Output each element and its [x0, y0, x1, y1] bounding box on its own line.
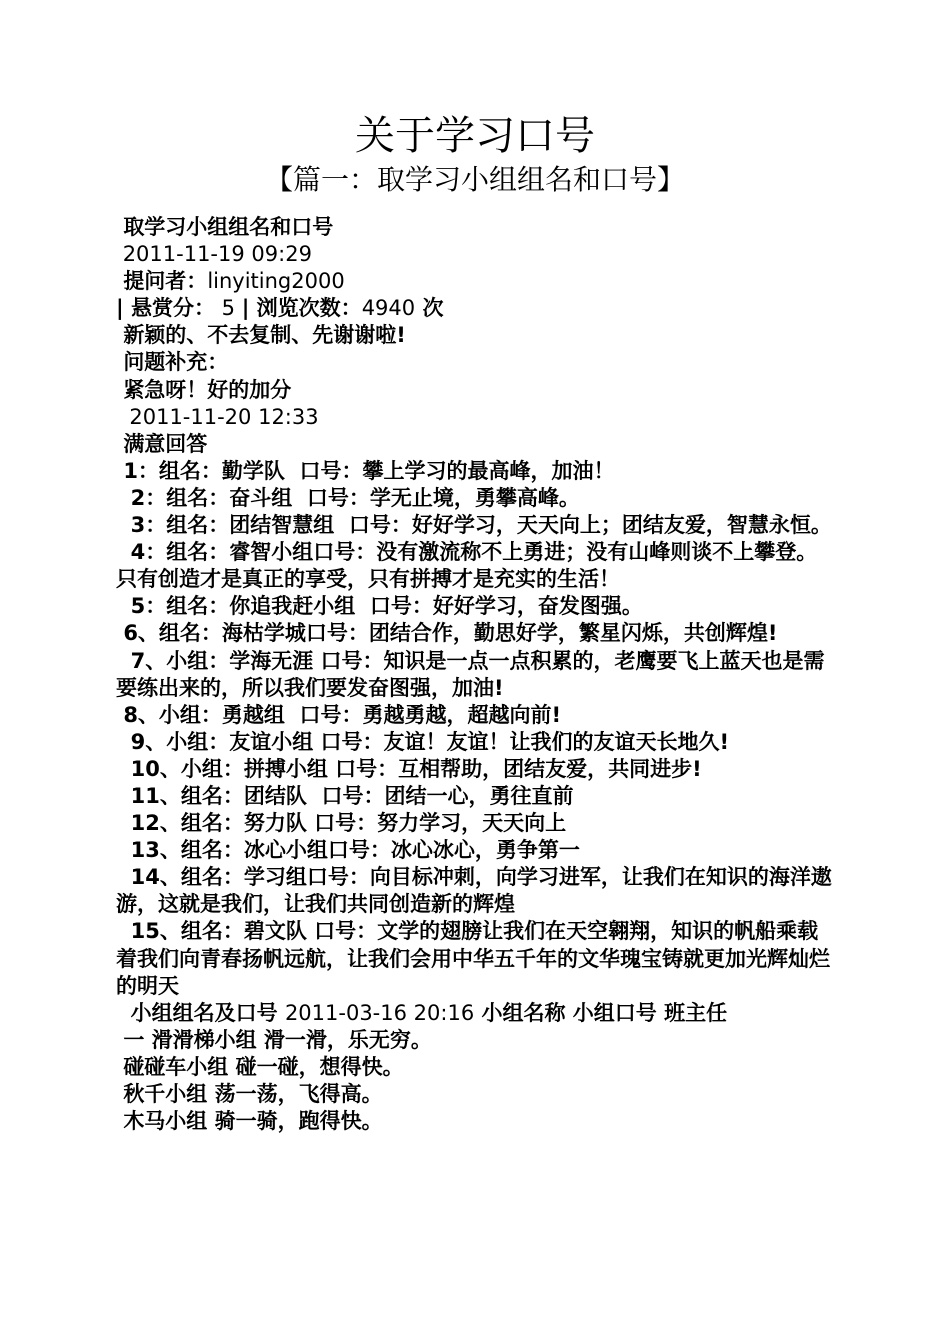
list-item: 13、组名：冰心小组口号：冰心冰心，勇争第一 — [116, 838, 580, 863]
section2-title: 小组组名及口号 — [116, 1000, 285, 1025]
list-item: 7、小组：学海无涯 口号：知识是一点一点积累的，老鹰要飞上蓝天也是需要练出来的，所以我们要发奋图强，加油! — [116, 648, 825, 700]
list-item: 12、组名：努力队 口号：努力学习，天天向上 — [116, 811, 567, 836]
list-item: 4：组名：睿智小组口号：没有激流称不上勇进；没有山峰则谈不上攀登。只有创造才是真正的享受，只有拼搏才是充实的生活！ — [116, 540, 818, 592]
views-value: 4940 — [361, 296, 416, 321]
views-label: | 浏览次数： — [241, 296, 362, 321]
reward-value: 5 — [214, 296, 242, 321]
list-item: 1：组名：勤学队 口号：攀上学习的最高峰，加油！ — [116, 458, 615, 483]
list-item: 5：组名：你追我赶小组 口号：好好学习，奋发图强。 — [116, 594, 643, 619]
document-title: 关于学习口号 — [355, 113, 595, 159]
group-item: 碰碰车小组 碰一碰，想得快。 — [116, 1054, 404, 1079]
list-item: 15、组名：碧文队 口号：文学的翅膀让我们在天空翱翔，知识的帆船乘载着我们向青春扬帆远航，让我们会用中华五千年的文华瑰宝铸就更加光辉灿烂的明天 — [116, 919, 830, 998]
answer-label: 满意回答 — [116, 431, 208, 456]
list-item: 9、小组：友谊小组 口号：友谊！友谊！让我们的友谊天长地久! — [116, 729, 730, 754]
list-item: 14、组名：学习组口号：向目标冲刺，向学习进军，让我们在知识的海洋遨游，这就是我们，让我们共同创造新的辉煌 — [116, 865, 832, 917]
supplement-text: 紧急呀！好的加分 — [116, 377, 292, 402]
list-item: 3：组名：团结智慧组 口号：好好学习，天天向上；团结友爱，智慧永恒。 — [116, 513, 832, 538]
question-heading: 取学习小组组名和口号 — [116, 215, 334, 239]
group-item: 一 滑滑梯小组 滑一滑，乐无穷。 — [116, 1027, 432, 1052]
asker-name: linyiting2000 — [207, 269, 345, 294]
question-text: 新颖的、不去复制、先谢谢啦! — [116, 323, 406, 348]
list-item: 2：组名：奋斗组 口号：学无止境，勇攀高峰。 — [116, 485, 580, 510]
section2-date: 2011-03-16 20:16 — [284, 1000, 475, 1025]
section2-columns: 小组名称 小组口号 班主任 — [474, 1000, 728, 1025]
list-item: 10、小组：拼搏小组 口号：互相帮助，团结友爱，共同进步! — [116, 756, 702, 781]
section2-heading — [116, 1000, 836, 1027]
document-body — [116, 214, 836, 1135]
question-date: 2011-11-19 09:29 — [116, 242, 312, 267]
document-subtitle: 【篇一：取学习小组组名和口号】 — [264, 163, 685, 196]
group-item: 秋千小组 荡一荡，飞得高。 — [116, 1082, 383, 1106]
views-unit: 次 — [415, 296, 444, 321]
asker-line — [116, 268, 836, 295]
stats-line — [116, 295, 836, 322]
group-item: 木马小组 骑一骑，跑得快。 — [116, 1109, 383, 1134]
answer-date: 2011-11-20 12:33 — [116, 404, 319, 429]
list-item: 6、组名：海枯学城口号：团结合作，勤思好学，繁星闪烁，共创辉煌! — [116, 621, 778, 646]
supplement-label: 问题补充： — [116, 350, 229, 375]
list-item: 11、组名：团结队 口号：团结一心，勇往直前 — [116, 783, 574, 808]
reward-label: | 悬赏分： — [116, 296, 215, 321]
list-item: 8、小组：勇越组 口号：勇越勇越，超越向前! — [116, 702, 562, 727]
asker-label: 提问者： — [116, 269, 208, 294]
